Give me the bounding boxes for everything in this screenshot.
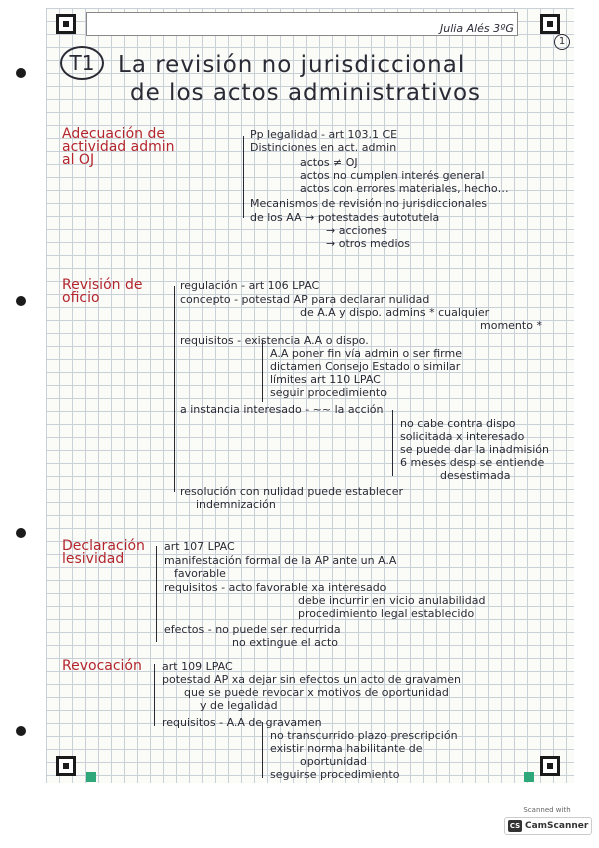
note-line: procedimiento legal establecido (298, 607, 475, 620)
note-line: Mecanismos de revisión no jurisdiccionales (250, 197, 488, 210)
note-line: favorable (174, 567, 226, 580)
brace (154, 664, 155, 726)
note-line: a instancia interesado - ~~ la acción (180, 403, 384, 416)
section-heading-revocacion: Revocación (62, 658, 142, 674)
note-line: no extingue el acto (232, 636, 338, 649)
brace (262, 340, 263, 402)
note-line: que se puede revocar x motivos de oportunidad (184, 686, 449, 699)
note-line: no cabe contra dispo (400, 417, 516, 430)
page-title-line1: La revisión no jurisdiccional (118, 52, 466, 78)
corner-marker-icon (540, 756, 560, 776)
binder-hole (16, 528, 26, 538)
brace (174, 286, 175, 492)
scanned-with-label: Scanned with (523, 806, 571, 814)
note-line: oportunidad (300, 755, 367, 768)
note-line: efectos - no puede ser recurrida (164, 623, 341, 636)
page-title-line2: de los actos administrativos (130, 80, 482, 106)
brace (243, 136, 244, 218)
corner-marker-icon (56, 14, 76, 34)
binder-hole (16, 726, 26, 736)
section-heading-lesividad: Declaración lesividad (62, 538, 145, 567)
corner-marker-icon (56, 756, 76, 776)
note-line: resolución con nulidad puede establecer (180, 485, 404, 498)
brace (262, 722, 263, 778)
author-name: Julia Alés 3ºG (440, 22, 514, 35)
note-line: → otros medios (326, 237, 410, 250)
note-line: requisitos - acto favorable xa interesado (164, 581, 387, 594)
note-line: Distinciones en act. admin (250, 141, 397, 154)
topic-tag: T1 (60, 46, 104, 80)
note-line: A.A poner fin vía admin o ser firme (270, 347, 462, 360)
note-line: indemnización (196, 498, 276, 511)
note-line: regulación - art 106 LPAC (180, 279, 320, 292)
section-heading-adecuacion: Adecuación de actividad admin al OJ (62, 126, 175, 168)
note-line: concepto - potestad AP para declarar nulidad (180, 293, 430, 306)
note-line: potestad AP xa dejar sin efectos un acto de gravamen (162, 673, 461, 686)
binder-hole (16, 68, 26, 78)
note-line: art 109 LPAC (162, 660, 233, 673)
note-line: → acciones (326, 224, 387, 237)
note-line: requisitos - A.A de gravamen (162, 716, 322, 729)
note-line: debe incurrir en vicio anulabilidad (298, 594, 486, 607)
brace (156, 546, 157, 642)
note-line: actos ≠ OJ (300, 156, 358, 169)
corner-marker-icon (540, 14, 560, 34)
camscanner-logo-icon: CS (509, 822, 521, 830)
green-marker-icon (524, 772, 534, 782)
note-line: momento * (480, 319, 542, 332)
note-line: manifestación formal de la AP ante un A.A (164, 554, 397, 567)
page-number: 1 (554, 34, 570, 50)
note-line: dictamen Consejo Estado o similar (270, 360, 461, 373)
note-line: de A.A y dispo. admins * cualquier (300, 306, 490, 319)
note-line: actos con errores materiales, hecho… (300, 182, 509, 195)
binder-hole (16, 296, 26, 306)
note-line: seguirse procedimiento (270, 768, 400, 781)
brace (392, 410, 393, 476)
note-line: art 107 LPAC (164, 540, 235, 553)
note-line: existir norma habilitante de (270, 742, 423, 755)
section-heading-revision-oficio: Revisión de oficio (62, 277, 143, 306)
note-line: seguir procedimiento (270, 386, 387, 399)
note-line: no transcurrido plazo prescripción (270, 729, 458, 742)
note-line: Pp legalidad - art 103.1 CE (250, 128, 398, 141)
note-line: y de legalidad (200, 699, 278, 712)
note-line: de los AA → potestades autotutela (250, 211, 440, 224)
note-line: solicitada x interesado (400, 430, 525, 443)
camscanner-name: CamScanner (525, 821, 589, 831)
note-line: desestimada (440, 469, 511, 482)
note-line: 6 meses desp se entiende (400, 456, 545, 469)
note-line: se puede dar la inadmisión (400, 443, 550, 456)
note-line: actos no cumplen interés general (300, 169, 485, 182)
note-line: límites art 110 LPAC (270, 373, 381, 386)
green-marker-icon (86, 772, 96, 782)
camscanner-badge (504, 817, 592, 835)
note-line: requisitos - existencia A.A o dispo. (180, 334, 369, 347)
